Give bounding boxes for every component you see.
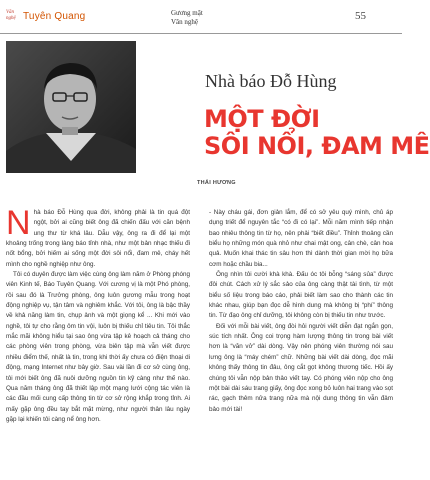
drop-cap: N <box>6 204 31 242</box>
article-headline <box>204 106 430 160</box>
paragraph-text: hà báo Đỗ Hùng qua đời, không phải là tin quá đột ngột, bởi ai cũng biết ông đã chiến đấu với căn bệnh ung thư từ khá lâu. Dẫu vậy, ông ra đi để lại một khoảng trống trong làng báo tỉnh nhà, như một bản nhạc thiếu đi nốt bổng, bởi hiếm ai sống một đời sôi nổi, đam mê, cháy hết mình cho nghề nghiệp như ông. <box>6 209 190 268</box>
body-column-left <box>6 204 190 425</box>
headline-line-1: MỘT ĐỜI <box>204 105 320 133</box>
section-label-line1: Gương mặt <box>171 9 203 17</box>
section-label <box>171 9 231 27</box>
body-paragraph: Đối với mỗi bài viết, ông đòi hỏi người viết diễn đạt ngắn gọn, súc tích nhất. Ông coi trọng hàm lượng thông tin trong bài viết hơn là “văn vở” dài dòng. Vậy nên phóng viên thường nói sau lưng ông là “máy chém” chữ. Những bài viết dài dòng, đọc mãi không thấy thông tin đâu, ông cắt gọt không thương tiếc. Hồi ấy chúng tôi vẫn nộp bản thảo viết tay. Có phóng viên nộp cho ông một bài dài sáu trang giấy, ông đọc xong bỏ luôn hai trang vào sọt rác, gạch thêm nửa trang nữa mà nội dung thông tin vẫn đảm bảo mới tài! <box>209 322 393 413</box>
header-rule <box>0 33 402 34</box>
magazine-logo-small-1: Văn <box>6 10 15 15</box>
magazine-name: Tuyên Quang <box>23 11 86 22</box>
body-column-right <box>209 208 393 415</box>
article-author: THÁI HƯƠNG <box>197 180 236 186</box>
body-paragraph: Ông nhìn tôi cười khà khà. Đấu óc tôi bỗng “sáng sủa” được đôi chút. Cách xử lý sắc sảo của ông càng thật tài tình, từ một biểu số liệu trong báo cáo, phải biết làm sao cho thành các tin khác nhau, giúp bạn đọc dễ hình dung mà không bị “phí” thông tin. Từ đạo ông chỉ dưỡng, tôi không còn bị thiếu tin như trước. <box>209 271 393 320</box>
body-paragraph: - Này cháu gái, đơn giản lắm, để có sở yêu quý mình, chủ áp dụng triết để nguyên tắc “có đi có lại”. Mỗi năm mình tiếp nhận bao nhiêu thông tin từ họ, nên phải “biết điều”. Thỉnh thoảng cần biểu họ những món quà nhỏ như chai mật ong, cân chè, cân hoa quả. Muốn khai thác tin sâu hơn thì dành thời gian mời họ bữa cơm hoặc chầu bia... <box>209 209 393 268</box>
magazine-logo <box>6 10 106 24</box>
section-label-line2: Văn nghệ <box>171 18 199 26</box>
body-paragraph: Tôi có duyên được làm việc cùng ông làm năm ở Phòng phóng viên Kinh tế, Báo Tuyên Quang. Với cương vị là một Phó phòng, rồi sau đó là Trưởng phòng, ông luôn gương mẫu trong hoạt động nghiệp vụ, tận tâm và nghiêm khắc. Với tôi, ông là bậc thầy về khả năng làm tin, chụp ảnh và một giọng kể ... Khi mới vào nghề, tôi tự cho rằng ôm tin vội, luôn bị thiếu chỉ tiêu tin. Tôi thắc mắc mãi không hiểu tại sao ông vừa tập kê hoạch cả tháng cho các phòng viên trong phòng, vừa biên tập mà vẫn viết được nhiều điểm thế, nhất là tin, trong khi thời ấy chưa có điện thoại di động, mạng Internet như bây giờ. Sau vài lần đi cơ sở cùng ông, tôi mới biết ông đã nuôi dưỡng nguồn tin kỹ càng như thế nào. Qua năm tháng ông đã thiết lập một mạng lưới cộng tác viên là các đầu mối cung cấp thông tin từ cơ sở rộng khắp trong tỉnh. Ai mấy gặp ông đều tay bắt mặt mừng, như người thân lâu ngày gặp lại khiến tôi càng nể ông hơn. <box>6 271 190 423</box>
page-number: 55 <box>355 10 366 22</box>
portrait-photo <box>6 41 136 173</box>
headline-line-2: SÔI NỔI, ĐAM MÊ <box>204 132 430 160</box>
magazine-logo-small-2: nghệ <box>6 16 16 21</box>
article-kicker: Nhà báo Đỗ Hùng <box>205 71 337 91</box>
body-paragraph <box>6 204 190 270</box>
